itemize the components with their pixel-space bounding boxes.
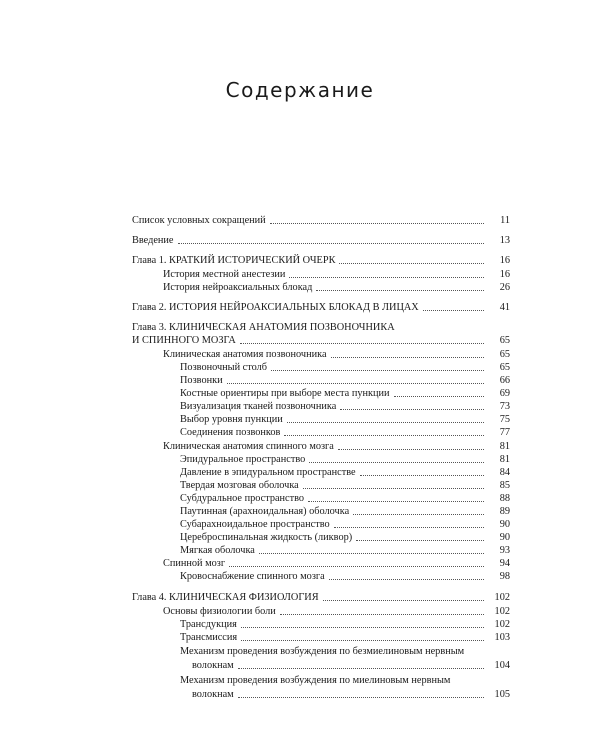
- toc-entry-page: 69: [499, 388, 510, 399]
- toc-entry-page: 89: [499, 506, 510, 517]
- toc-entry-page: 103: [494, 632, 510, 643]
- toc-subentry[interactable]: [163, 268, 510, 281]
- toc-entry-page: 94: [499, 558, 510, 569]
- toc-entry-text: Глава 2. ИСТОРИЯ НЕЙРОАКСИАЛЬНЫХ БЛОКАД В ЛИЦАХ: [132, 302, 419, 313]
- toc-entry-page: 93: [499, 545, 510, 556]
- toc-entry-text: Клиническая анатомия спинного мозга: [163, 441, 334, 452]
- toc-subsubentry[interactable]: [192, 688, 510, 701]
- toc-entry-text: Субарахноидальное пространство: [180, 519, 330, 530]
- toc-entry-page: 85: [499, 480, 510, 491]
- toc-entry-text: Мягкая оболочка: [180, 545, 255, 556]
- toc-entry-page: 16: [499, 269, 510, 280]
- toc-entry-page: 65: [499, 335, 510, 346]
- toc-leader-dots: [323, 600, 484, 601]
- toc-leader-dots: [287, 422, 484, 423]
- toc-entry-text: Соединения позвонков: [180, 427, 281, 438]
- toc-entry-page: 16: [499, 255, 510, 266]
- toc-subsubentry[interactable]: [180, 570, 510, 583]
- toc-subsubentry[interactable]: [180, 413, 510, 426]
- toc-leader-dots: [356, 540, 484, 541]
- toc-entry-page: 65: [499, 362, 510, 373]
- toc-entry-text: волокнам: [192, 660, 234, 671]
- toc-entry-text: Костные ориентиры при выборе места пункции: [180, 388, 390, 399]
- toc-chapter-entry[interactable]: [132, 254, 510, 267]
- toc-entry-page: 88: [499, 493, 510, 504]
- toc-leader-dots: [241, 640, 484, 641]
- toc-subentry[interactable]: [163, 440, 510, 453]
- toc-entry-page: 102: [494, 606, 510, 617]
- toc-leader-dots: [339, 263, 484, 264]
- toc-subsubentry[interactable]: [180, 426, 510, 439]
- toc-leader-dots: [329, 579, 484, 580]
- toc-entry-page: 98: [499, 571, 510, 582]
- toc-entry-page: 65: [499, 349, 510, 360]
- toc-subentry[interactable]: [163, 281, 510, 294]
- toc-leader-dots: [423, 310, 484, 311]
- toc-entry-page: 81: [499, 441, 510, 452]
- toc-subsubentry-line1: Механизм проведения возбуждения по безмиелиновым нервным: [180, 646, 465, 657]
- toc-entry-page: 90: [499, 532, 510, 543]
- toc-leader-dots: [353, 514, 484, 515]
- toc-entry-page: 81: [499, 454, 510, 465]
- toc-entry-text: История местной анестезии: [163, 269, 286, 280]
- toc-entry-text: Список условных сокращений: [132, 215, 266, 226]
- toc-entry-text: Давление в эпидуральном пространстве: [180, 467, 356, 478]
- toc-leader-dots: [289, 277, 484, 278]
- toc-entry-page: 104: [494, 660, 510, 671]
- toc-chapter-entry[interactable]: [132, 591, 510, 604]
- toc-leader-dots: [227, 383, 484, 384]
- toc-subsubentry[interactable]: [180, 479, 510, 492]
- toc-subsubentry[interactable]: [180, 466, 510, 479]
- toc-leader-dots: [259, 553, 484, 554]
- toc-entry-page: 90: [499, 519, 510, 530]
- toc-entry-page: 77: [499, 427, 510, 438]
- toc-entry-page: 102: [494, 619, 510, 630]
- toc-leader-dots: [334, 527, 484, 528]
- toc-subsubentry[interactable]: [180, 400, 510, 413]
- toc-leader-dots: [238, 697, 484, 698]
- toc-leader-dots: [309, 462, 484, 463]
- toc-entry-text: Трансмиссия: [180, 632, 238, 643]
- toc-entry-page: 66: [499, 375, 510, 386]
- toc-leader-dots: [338, 449, 484, 450]
- toc-entry-text: История нейроаксиальных блокад: [163, 282, 313, 293]
- toc-subentry[interactable]: [163, 348, 510, 361]
- page-title: Содержание: [225, 78, 375, 102]
- toc-entry-text: Глава 1. КРАТКИЙ ИСТОРИЧЕСКИЙ ОЧЕРК: [132, 255, 336, 266]
- toc-entry-page: 84: [499, 467, 510, 478]
- toc-subentry[interactable]: [163, 605, 510, 618]
- toc-subsubentry[interactable]: [180, 544, 510, 557]
- toc-entry-text: Кровоснабжение спинного мозга: [180, 571, 325, 582]
- toc-subentry[interactable]: [163, 557, 510, 570]
- toc-leader-dots: [331, 357, 484, 358]
- toc-leader-dots: [284, 435, 484, 436]
- toc-entry-page: 102: [494, 592, 510, 603]
- toc-entry-page: 75: [499, 414, 510, 425]
- toc-subsubentry[interactable]: [180, 492, 510, 505]
- toc-entry-text: И СПИННОГО МОЗГА: [132, 335, 236, 346]
- toc-entry-text: Паутинная (арахноидальная) оболочка: [180, 506, 350, 517]
- toc-leader-dots: [394, 396, 484, 397]
- toc-entry-text: Клиническая анатомия позвоночника: [163, 349, 327, 360]
- toc-subsubentry-line1: Механизм проведения возбуждения по миелиновым нервным: [180, 675, 451, 686]
- toc-leader-dots: [340, 409, 484, 410]
- toc-entry-text: Эпидуральное пространство: [180, 454, 306, 465]
- toc-entry-text: Позвонки: [180, 375, 223, 386]
- toc-leader-dots: [270, 223, 484, 224]
- toc-chapter-entry[interactable]: [132, 301, 510, 314]
- toc-entry-page: 105: [494, 689, 510, 700]
- toc-entry-page: 73: [499, 401, 510, 412]
- toc-entry-page: 13: [499, 235, 510, 246]
- toc-entry-text: Глава 4. КЛИНИЧЕСКАЯ ФИЗИОЛОГИЯ: [132, 592, 319, 603]
- toc-entry-text: Визуализация тканей позвоночника: [180, 401, 337, 412]
- toc-subsubentry[interactable]: [180, 631, 510, 644]
- toc-entry-page: 11: [500, 215, 510, 226]
- toc-subsubentry[interactable]: [180, 618, 510, 631]
- toc-leader-dots: [238, 668, 484, 669]
- toc-subsubentry[interactable]: [180, 453, 510, 466]
- toc-leader-dots: [178, 243, 484, 244]
- toc-entry-page: 26: [499, 282, 510, 293]
- toc-entry-text: Позвоночный столб: [180, 362, 268, 373]
- toc-leader-dots: [308, 501, 484, 502]
- toc-entry[interactable]: [132, 234, 510, 247]
- toc-chapter-entry[interactable]: [132, 334, 510, 347]
- toc-entry[interactable]: [132, 214, 510, 227]
- toc-entry-text: Твердая мозговая оболочка: [180, 480, 299, 491]
- toc-leader-dots: [240, 343, 484, 344]
- toc-subsubentry[interactable]: [180, 374, 510, 387]
- toc-leader-dots: [303, 488, 484, 489]
- toc-entry-text: Цереброспинальная жидкость (ликвор): [180, 532, 353, 543]
- toc-leader-dots: [241, 627, 484, 628]
- toc-entry-text: Основы физиологии боли: [163, 606, 276, 617]
- toc-subsubentry[interactable]: [180, 361, 510, 374]
- toc-entry-text: волокнам: [192, 689, 234, 700]
- toc-entry-text: Введение: [132, 235, 174, 246]
- toc-subsubentry[interactable]: [180, 387, 510, 400]
- toc-entry-text: Выбор уровня пункции: [180, 414, 283, 425]
- toc-subsubentry[interactable]: [180, 505, 510, 518]
- toc-leader-dots: [316, 290, 484, 291]
- toc-subsubentry[interactable]: [180, 531, 510, 544]
- toc-leader-dots: [280, 614, 484, 615]
- toc-leader-dots: [229, 566, 484, 567]
- toc-leader-dots: [271, 370, 484, 371]
- toc-entry-text: Субдуральное пространство: [180, 493, 305, 504]
- toc-entry-text: Трансдукция: [180, 619, 237, 630]
- toc-subsubentry[interactable]: [192, 659, 510, 672]
- toc-leader-dots: [360, 475, 484, 476]
- toc-subsubentry[interactable]: [180, 518, 510, 531]
- toc-chapter-entry-line1: Глава 3. КЛИНИЧЕСКАЯ АНАТОМИЯ ПОЗВОНОЧНИКА: [132, 322, 395, 333]
- toc-entry-page: 41: [499, 302, 510, 313]
- toc-entry-text: Спинной мозг: [163, 558, 226, 569]
